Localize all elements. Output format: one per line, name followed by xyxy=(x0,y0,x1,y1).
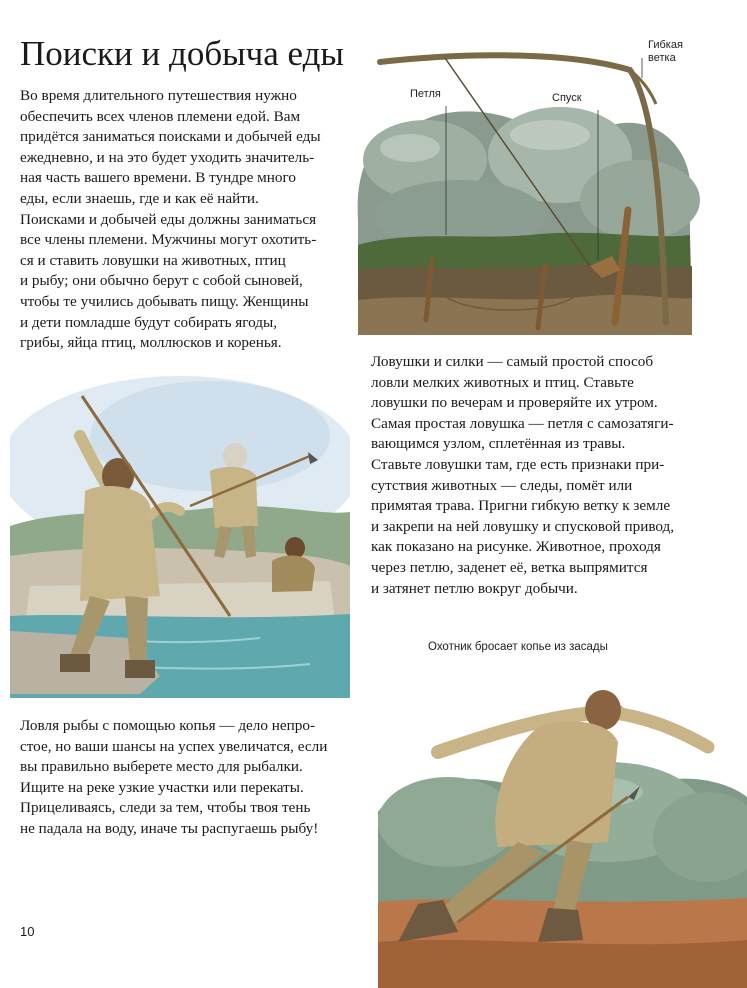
page-number: 10 xyxy=(20,924,35,939)
fishing-paragraph: Ловля рыбы с помощью копья — дело непро- стое, но ваши шансы на успех увеличатся, если вы правильно выберете место для рыбалки. Ищите на реке узкие участки или перекаты. Прицеливаясь, следи за тем, чтобы твоя тень не падала на воду, иначе ты распугаешь рыбу! xyxy=(20,717,328,837)
snare-trap-illustration xyxy=(350,30,747,335)
hunter-illustration-caption: Охотник бросает копье из засады xyxy=(428,641,608,653)
spear-hunter-illustration xyxy=(378,672,747,988)
traps-paragraph: Ловушки и силки — самый простой способ ловли мелких животных и птиц. Ставьте ловушки по вечерам и проверяйте их утром. Самая простая ловушка — петля с самозатяги- вающимся узлом, сплетённая из травы. Ставьте ловушки там, где есть признаки при- сутствия животных — следы, помёт или примятая трава. Пригни гибкую ветку к земле и закрепи на ней ловушку и спусковой привод, как показано на рисунке. Животное, проходя через петлю, заденет её, ветка выпрямится и затянет петлю вокруг добычи. xyxy=(371,353,675,597)
intro-paragraph: Во время длительного путешествия нужно обеспечить всех членов племени едой. Вам придётся заниматься поисками и добычей еды ежедневно, и на это будет уходить значитель- ная часть вашего времени. В тундре много еды, если знаешь, где и как её найти. Поисками и добычей еды должны заниматься все члены племени. Мужчины могут охотить- ся и ставить ловушки на животных, птиц и рыбу; они обычно берут с собой сыновей, чтобы те учились добывать пищу. Женщины и дети помладше будут собирать ягоды, грибы, яйца птиц, моллюсков и коренья. xyxy=(20,87,321,352)
label-trigger: Спуск xyxy=(552,92,582,104)
label-flexible-branch: Гибкая ветка xyxy=(648,39,683,64)
spear-fishing-illustration xyxy=(10,376,350,700)
page-title: Поиски и добыча еды xyxy=(20,34,344,73)
label-noose: Петля xyxy=(410,88,441,100)
